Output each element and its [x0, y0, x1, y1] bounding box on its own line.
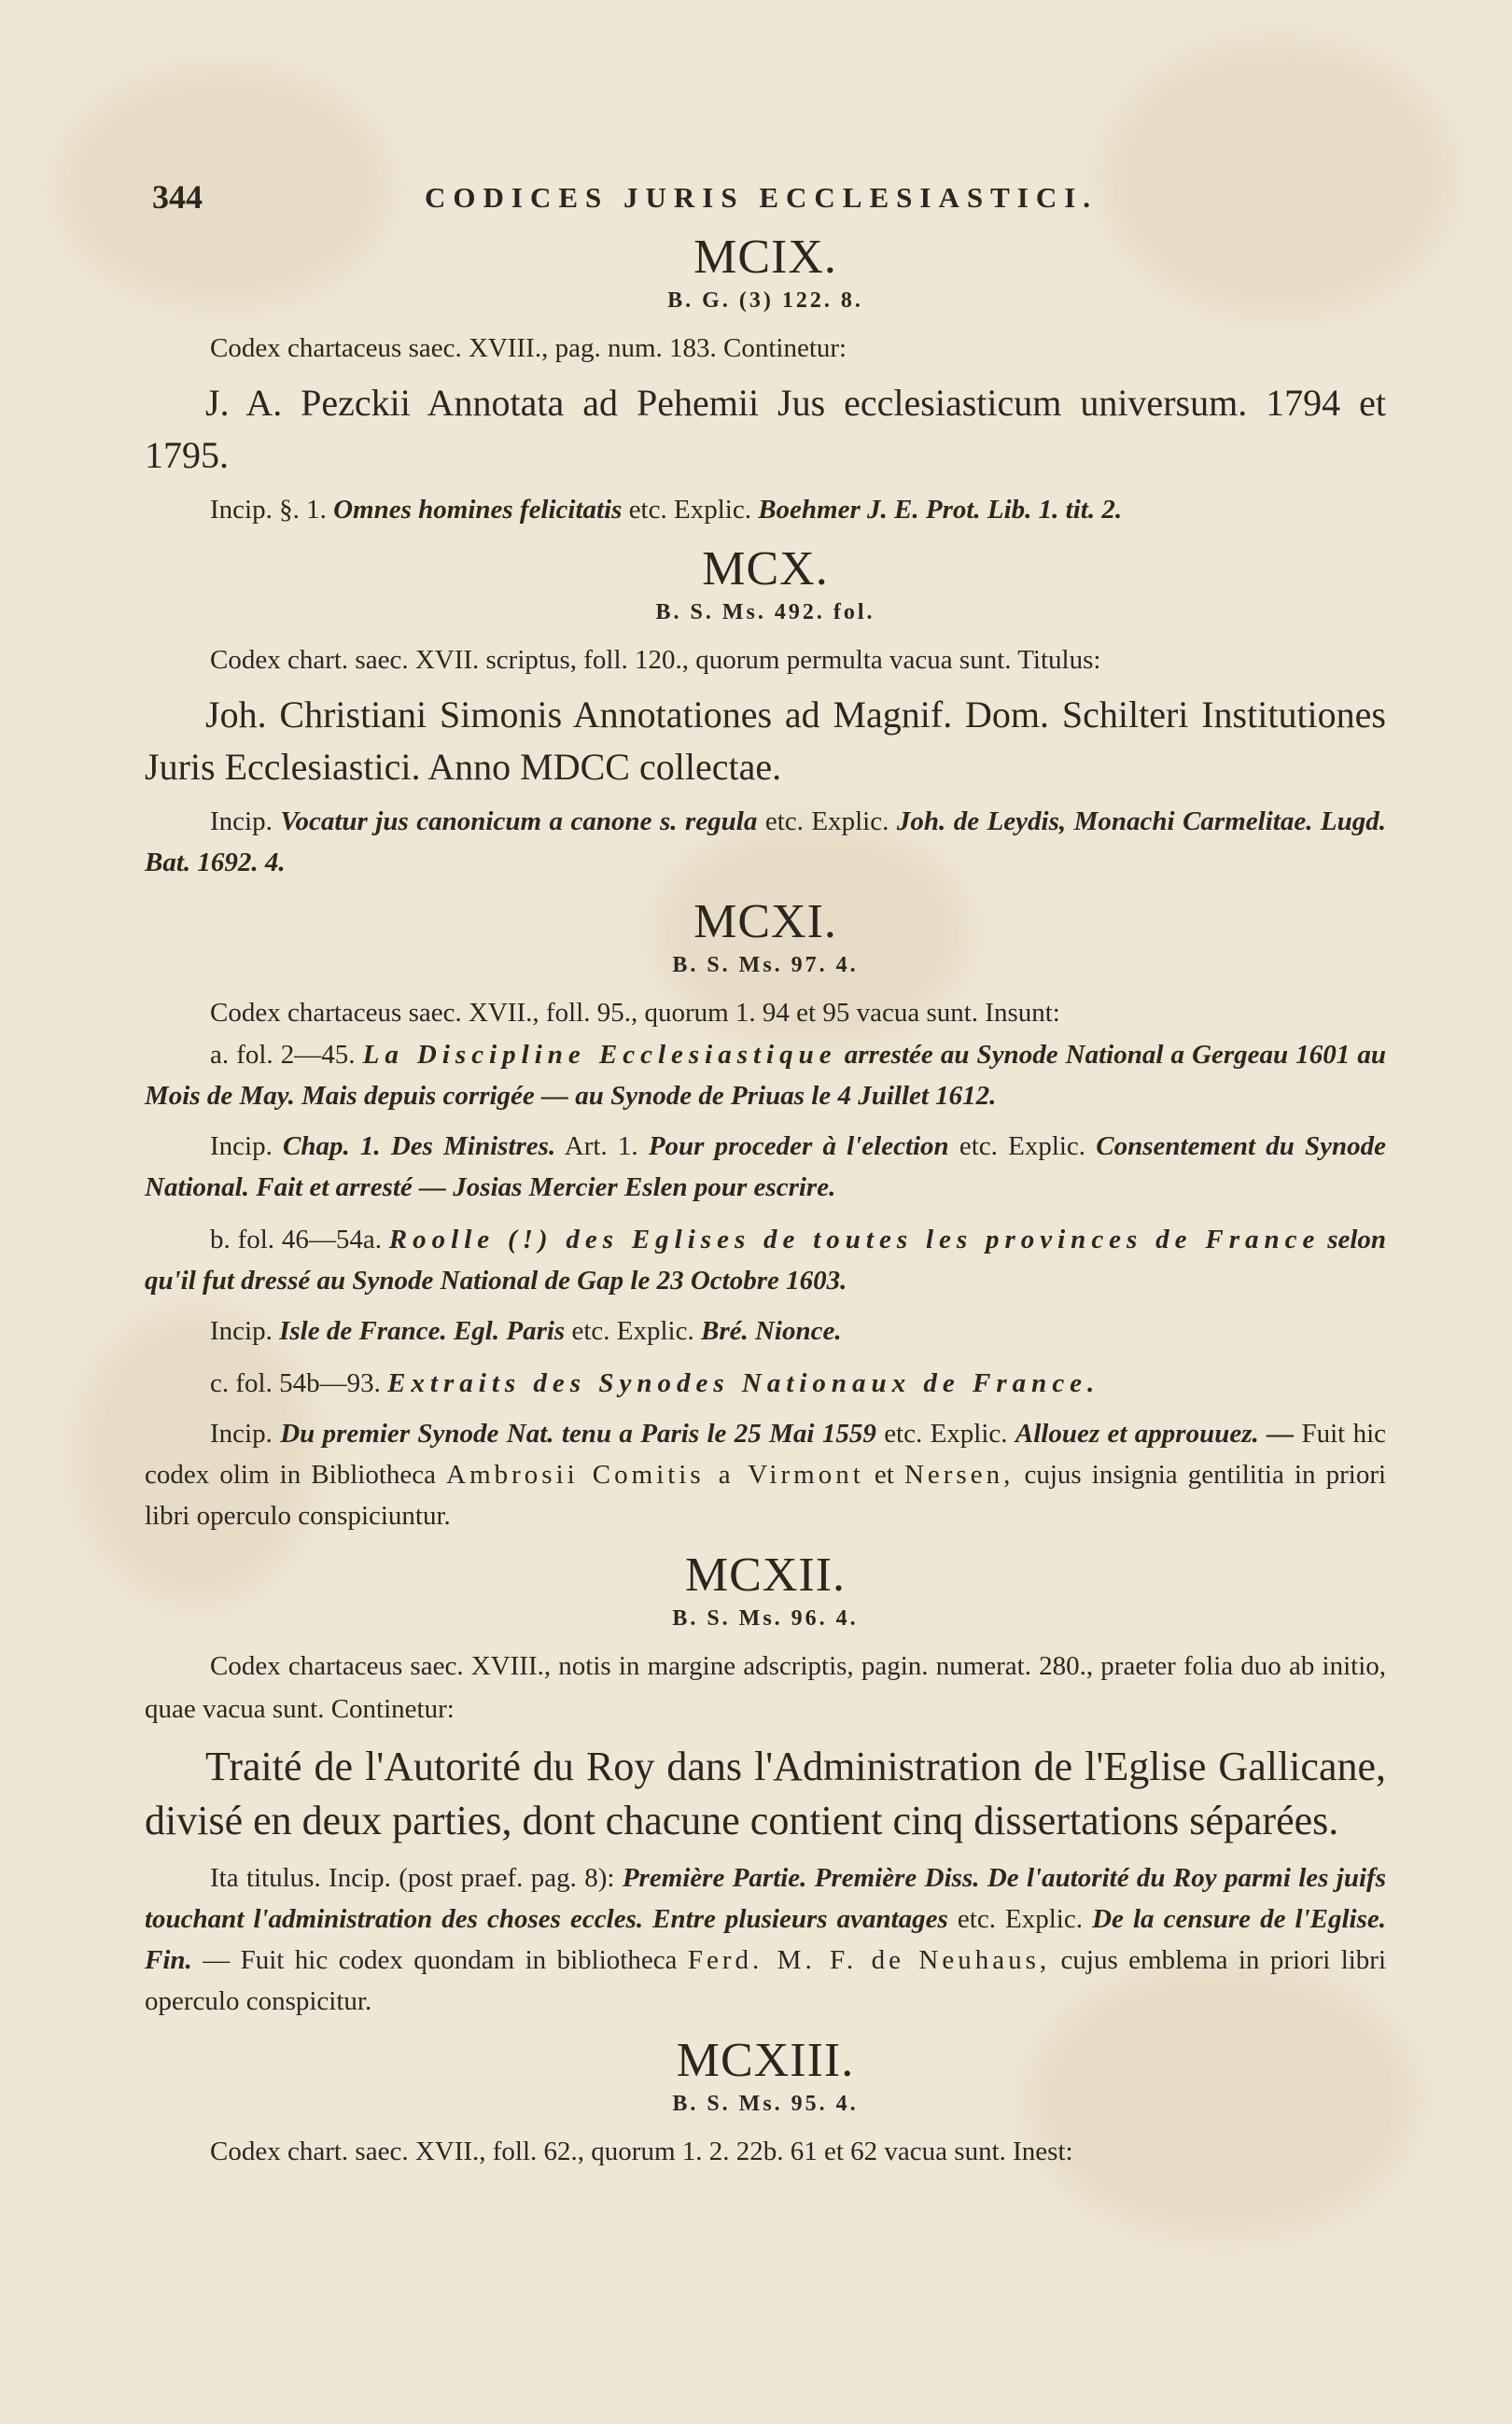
- codex-description: Codex chartaceus saec. XVII., foll. 95., quorum 1. 94 et 95 vacua sunt. Insunt:: [210, 998, 1060, 1028]
- item-locator: a. fol. 2—45.: [210, 1040, 356, 1070]
- entry-mcix: [145, 230, 1386, 530]
- page-content: [145, 168, 1386, 2173]
- owner-name: Ferd. M. F. de Neuhaus,: [687, 1945, 1051, 1975]
- incipit-explicit: [145, 1857, 1386, 2022]
- explicit-text: Bré. Nionce.: [700, 1316, 842, 1346]
- explic-label: etc. Explic.: [957, 1904, 1083, 1934]
- explic-label: etc. Explic.: [884, 1419, 1008, 1449]
- entry-mcx: [145, 541, 1386, 883]
- provenance-note-end: cujus insignia gentilitia in priori libri operculo conspiciuntur.: [145, 1460, 1387, 1531]
- shelfmark: B. S. Ms. 97. 4.: [672, 953, 859, 977]
- work-title: Joh. Christiani Simonis Annotationes ad Magnif. Dom. Schilteri Institutiones Juris Ecclesiastici. Anno MDCC collectae.: [145, 694, 1386, 788]
- entry-mcxi: [145, 894, 1386, 1536]
- owner-name: Ambrosii Comitis a Virmont: [446, 1460, 864, 1490]
- explicit-text: De la censure de l'Eglise. Fin.: [145, 1904, 1387, 1975]
- article-label: Art. 1.: [564, 1131, 638, 1161]
- entry-number: MCX.: [702, 542, 829, 595]
- incip-label: Incip.: [210, 1131, 273, 1161]
- entry-number: MCXIII.: [676, 2034, 855, 2087]
- incipit-explicit: [145, 489, 1386, 530]
- codex-description: Codex chartaceus saec. XVIII., notis in margine adscriptis, pagin. numerat. 280., praeter folia duo ab initio, quae vacua sunt. Continetur:: [145, 1651, 1386, 1724]
- incipit-text-cont: Pour proceder à l'election: [648, 1131, 949, 1161]
- shelfmark: B. S. Ms. 95. 4.: [672, 2092, 859, 2116]
- entry-number: MCXII.: [684, 1548, 847, 1602]
- incipit-text: Omnes homines felicitatis: [333, 495, 623, 525]
- item-title: Extraits des Synodes Nationaux de France.: [387, 1368, 1100, 1398]
- explicit-text: Joh. de Leydis, Monachi Carmelitae. Lugd. Bat. 1692. 4.: [145, 806, 1387, 877]
- codex-description: Codex chart. saec. XVII., foll. 62., quorum 1. 2. 22b. 61 et 62 vacua sunt. Inest:: [210, 2137, 1073, 2166]
- content-item-c: [145, 1363, 1386, 1404]
- incip-label: Incip.: [210, 1316, 273, 1346]
- incipit-text: Isle de France. Egl. Paris: [279, 1316, 566, 1346]
- item-locator: b. fol. 46—54a.: [210, 1225, 382, 1254]
- incip-label: Incip.: [210, 806, 273, 836]
- conjunction: et: [874, 1460, 894, 1490]
- content-item-b: [145, 1219, 1386, 1301]
- shelfmark: B. G. (3) 122. 8.: [667, 288, 863, 313]
- codex-description: Codex chartaceus saec. XVIII., pag. num. 183. Continetur:: [210, 333, 847, 363]
- running-head: [145, 168, 1386, 224]
- item-title-rest: selon qu'il fut dressé au Synode National de Gap le 23 Octobre 1603.: [145, 1225, 1387, 1296]
- explicit-text: Consentement du Synode National. Fait et arresté — Josias Mercier Eslen pour escrire.: [145, 1131, 1387, 1202]
- item-title: La Discipline Ecclesiastique: [362, 1040, 837, 1070]
- owner-place: Nersen,: [903, 1460, 1015, 1490]
- incip-label: Ita titulus. Incip. (post praef. pag. 8):: [210, 1863, 615, 1893]
- incipit-explicit-a: [145, 1126, 1386, 1208]
- page-number: 344: [152, 178, 203, 216]
- item-title: Roolle (!) des Eglises de toutes les provinces de France: [388, 1225, 1321, 1254]
- shelfmark: B. S. Ms. 96. 4.: [672, 1606, 859, 1631]
- entry-mcxiii: [145, 2033, 1386, 2173]
- content-item-a: [145, 1034, 1386, 1116]
- provenance-note-end: cujus emblema in priori libri operculo conspicitur.: [145, 1945, 1387, 2016]
- explicit-text: Boehmer J. E. Prot. Lib. 1. tit. 2.: [758, 495, 1123, 525]
- incipit-explicit: [145, 801, 1386, 883]
- item-title-rest: arrestée au Synode National a Gergeau 1601 au Mois de May. Mais depuis corrigée — au Synode de Priuas le 4 Juillet 1612.: [145, 1040, 1386, 1111]
- shelfmark: B. S. Ms. 492. fol.: [655, 600, 875, 624]
- incip-label: Incip. §. 1.: [210, 495, 327, 525]
- incipit-explicit-b: [145, 1310, 1386, 1352]
- incipit-explicit-c: [145, 1413, 1386, 1536]
- entry-number: MCIX.: [693, 231, 837, 284]
- work-title: Traité de l'Autorité du Roy dans l'Administration de l'Eglise Gallicane, divisé en deux parties, dont chacune contient cinq dissertations séparées.: [145, 1744, 1386, 1843]
- incipit-text: Du premier Synode Nat. tenu a Paris le 25 Mai 1559: [280, 1419, 876, 1449]
- incipit-text: Vocatur jus canonicum a canone s. regula: [280, 806, 758, 836]
- codex-description: Codex chart. saec. XVII. scriptus, foll. 120., quorum permulta vacua sunt. Titulus:: [210, 645, 1101, 675]
- item-locator: c. fol. 54b—93.: [210, 1368, 381, 1398]
- explic-label: etc. Explic.: [959, 1131, 1086, 1161]
- entry-mcxii: [145, 1548, 1386, 2022]
- explic-label: etc. Explic.: [571, 1316, 694, 1346]
- explic-label: etc. Explic.: [764, 806, 889, 836]
- explic-label: etc. Explic.: [628, 495, 751, 525]
- running-title: CODICES JURIS ECCLESIASTICI.: [425, 181, 1099, 214]
- entry-number: MCXI.: [693, 895, 837, 948]
- provenance-note: — Fuit hic codex quondam in bibliotheca: [203, 1945, 678, 1975]
- provenance-note: Fuit hic codex olim in Bibliotheca: [145, 1419, 1386, 1490]
- incipit-text: Première Partie. Première Diss. De l'autorité du Roy parmi les juifs touchant l'administration des choses eccles. Entre plusieurs avantages: [145, 1863, 1386, 1934]
- work-title: J. A. Pezckii Annotata ad Pehemii Jus ecclesiasticum universum. 1794 et 1795.: [145, 382, 1386, 476]
- incip-label: Incip.: [210, 1419, 273, 1449]
- incipit-text: Chap. 1. Des Ministres.: [283, 1131, 556, 1161]
- explicit-text: Allouez et approuuez. —: [1015, 1419, 1295, 1449]
